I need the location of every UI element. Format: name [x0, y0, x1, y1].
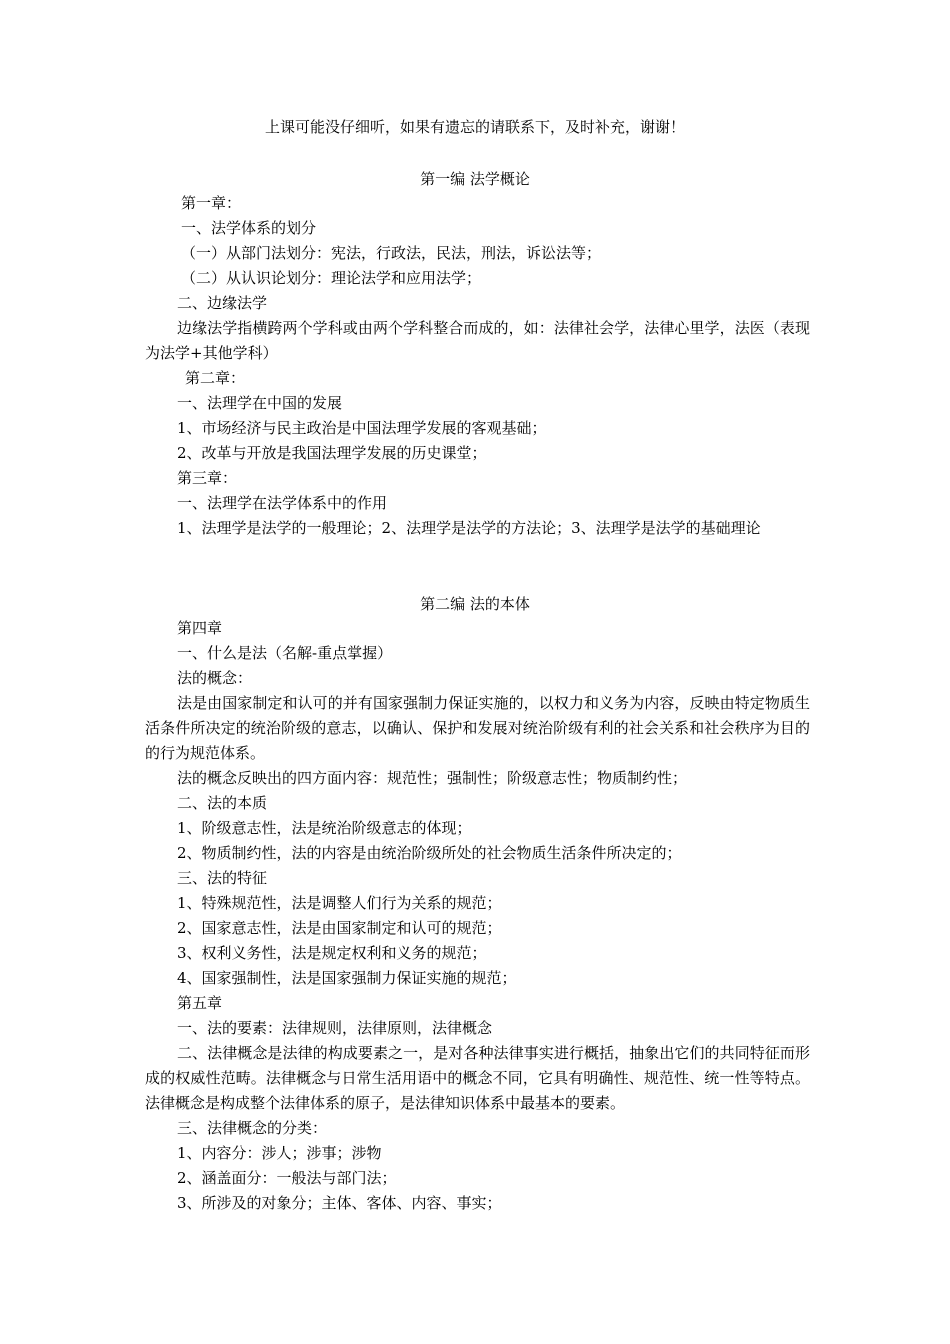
chapter-1-heading: 第一章：: [181, 194, 242, 212]
list-item: 3、所涉及的对象分；主体、客体、内容、事实；: [177, 1194, 502, 1212]
part2-title: 第二编 法的本体: [420, 595, 530, 613]
chapter-2-heading: 第二章：: [185, 369, 246, 387]
list-item: 3、权利义务性，法是规定权利和义务的规范；: [177, 944, 487, 962]
list-item: 4、国家强制性，法是国家强制力保证实施的规范；: [177, 969, 517, 987]
list-item: 2、国家意志性，法是由国家制定和认可的规范；: [177, 919, 502, 937]
section-heading: 二、边缘法学: [177, 294, 268, 312]
paragraph: 1、法理学是法学的一般理论；2、法理学是法学的方法论；3、法理学是法学的基础理论: [177, 519, 761, 537]
section-heading: 一、法学体系的划分: [181, 219, 317, 237]
list-item: （一）从部门法划分：宪法，行政法，民法，刑法，诉讼法等；: [181, 244, 602, 262]
list-item: 2、改革与开放是我国法理学发展的历史课堂；: [177, 444, 487, 462]
list-item: 1、阶级意志性，法是统治阶级意志的体现；: [177, 819, 472, 837]
section-heading: 一、什么是法（名解-重点掌握）: [177, 644, 393, 662]
list-item: 2、涵盖面分：一般法与部门法；: [177, 1169, 397, 1187]
header-note: 上课可能没仔细听，如果有遗忘的请联系下，及时补充，谢谢！: [264, 118, 685, 136]
concept-label: 法的概念：: [177, 669, 253, 687]
paragraph: 法的概念反映出的四方面内容：规范性；强制性；阶级意志性；物质制约性；: [177, 769, 688, 787]
part1-title: 第一编 法学概论: [420, 170, 530, 188]
chapter-4-heading: 第四章: [177, 619, 223, 637]
list-item: 2、物质制约性，法的内容是由统治阶级所处的社会物质生活条件所决定的；: [177, 844, 682, 862]
section-heading: 二、法的本质: [177, 794, 268, 812]
paragraph: 边缘法学指横跨两个学科或由两个学科整合而成的，如：法律社会学，法律心里学，法医（表现为法学+其他学科）: [145, 319, 810, 362]
list-item: 1、市场经济与民主政治是中国法理学发展的客观基础；: [177, 419, 547, 437]
list-item: 1、内容分：涉人；涉事；涉物: [177, 1144, 382, 1162]
section-heading: 一、法的要素：法律规则，法律原则，法律概念: [177, 1019, 493, 1037]
chapter-5-heading: 第五章: [177, 994, 223, 1012]
section-heading: 三、法的特征: [177, 869, 268, 887]
list-item: （二）从认识论划分：理论法学和应用法学；: [181, 269, 482, 287]
section-heading: 一、法理学在法学体系中的作用: [177, 494, 388, 512]
section-heading: 三、法律概念的分类：: [177, 1119, 328, 1137]
paragraph: 法是由国家制定和认可的并有国家强制力保证实施的，以权力和义务为内容，反映由特定物质生活条件所决定的统治阶级的意志，以确认、保护和发展对统治阶级有利的社会关系和社会秩序为目的的行为规范体系。: [145, 694, 810, 762]
paragraph: 二、法律概念是法律的构成要素之一，是对各种法律事实进行概括，抽象出它们的共同特征而形成的权威性范畴。法律概念与日常生活用语中的概念不同，它具有明确性、规范性、统一性等特点。法律概念是构成整个法律体系的原子，是法律知识体系中最基本的要素。: [145, 1044, 810, 1112]
section-heading: 一、法理学在中国的发展: [177, 394, 343, 412]
list-item: 1、特殊规范性，法是调整人们行为关系的规范；: [177, 894, 502, 912]
chapter-3-heading: 第三章：: [177, 469, 238, 487]
